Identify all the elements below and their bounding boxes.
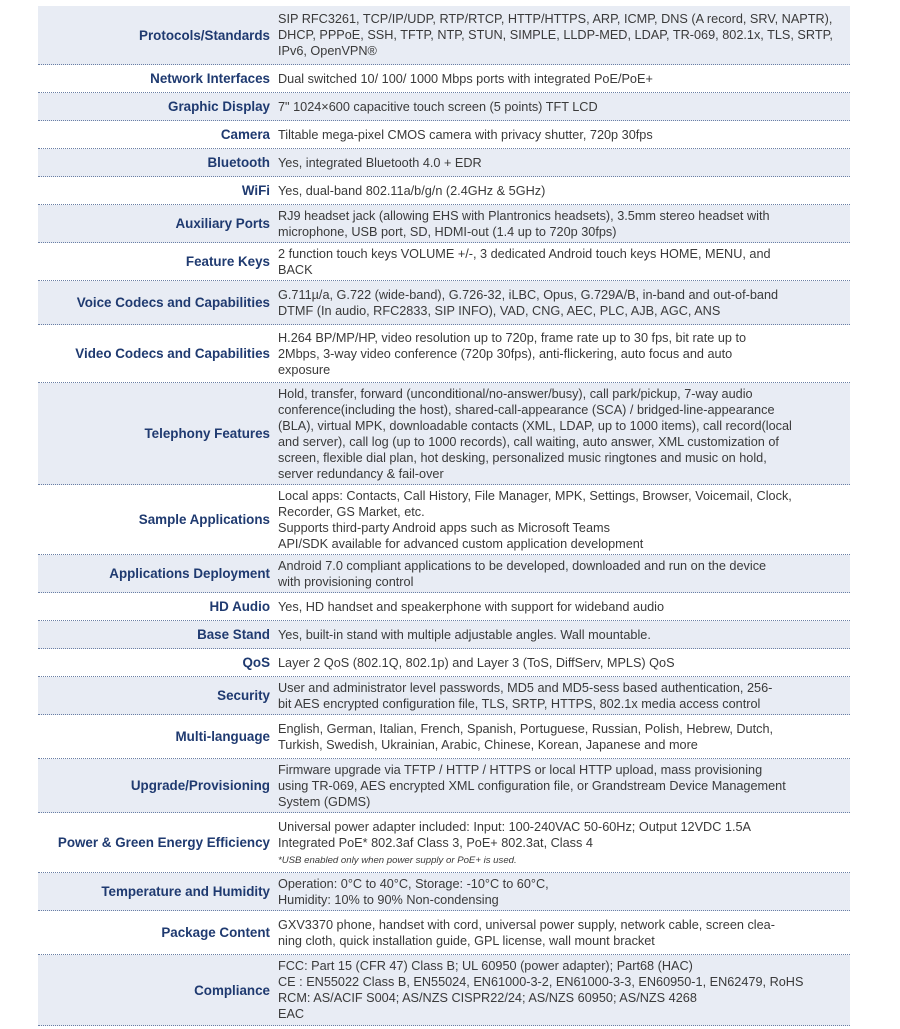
spec-value-line: Yes, dual-band 802.11a/b/g/n (2.4GHz & 5GHz) xyxy=(278,183,546,198)
spec-value-line: microphone, USB port, SD, HDMI-out (1.4 up to 720p 30fps) xyxy=(278,224,617,239)
spec-value-line: server redundancy & fail-over xyxy=(278,466,444,481)
spec-row xyxy=(38,621,850,649)
spec-value-line: Layer 2 QoS (802.1Q, 802.1p) and Layer 3 (ToS, DiffServ, MPLS) QoS xyxy=(278,655,675,670)
spec-value-line: Local apps: Contacts, Call History, File Manager, MPK, Settings, Browser, Voicemail, Clock, xyxy=(278,488,792,503)
spec-value xyxy=(278,715,850,758)
spec-label: Voice Codecs and Capabilities xyxy=(76,295,270,310)
spec-label: Camera xyxy=(220,127,270,142)
spec-value-line: Hold, transfer, forward (unconditional/no-answer/busy), call park/pickup, 7-way audio xyxy=(278,386,753,401)
spec-value xyxy=(278,383,850,484)
spec-row xyxy=(38,813,850,873)
spec-value-line: API/SDK available for advanced custom application development xyxy=(278,536,644,551)
spec-row xyxy=(38,205,850,243)
spec-label: Network Interfaces xyxy=(150,71,270,86)
spec-value xyxy=(278,281,850,324)
spec-row xyxy=(38,555,850,593)
spec-row xyxy=(38,121,850,149)
spec-label: Security xyxy=(217,688,270,703)
spec-value-line: Integrated PoE* 802.3af Class 3, PoE+ 802.3at, Class 4 xyxy=(278,835,593,850)
spec-value xyxy=(278,621,850,648)
spec-value xyxy=(278,121,850,148)
spec-value-line: Supports third-party Android apps such as Microsoft Teams xyxy=(278,520,610,535)
spec-value-line: RJ9 headset jack (allowing EHS with Plantronics headsets), 3.5mm stereo headset with xyxy=(278,208,770,223)
spec-value-line: Android 7.0 compliant applications to be developed, downloaded and run on the device xyxy=(278,558,767,573)
spec-row xyxy=(38,911,850,955)
spec-footnote: *USB enabled only when power supply or PoE+ is used. xyxy=(278,854,517,866)
spec-value-line: Recorder, GS Market, etc. xyxy=(278,504,425,519)
spec-label: Video Codecs and Capabilities xyxy=(75,346,270,361)
spec-row xyxy=(38,281,850,325)
spec-label: Sample Applications xyxy=(138,512,270,527)
spec-row xyxy=(38,383,850,485)
spec-value xyxy=(278,177,850,204)
spec-value-line: Yes, integrated Bluetooth 4.0 + EDR xyxy=(278,155,482,170)
spec-value-line: with provisioning control xyxy=(278,574,414,589)
spec-value xyxy=(278,873,850,910)
spec-row xyxy=(38,677,850,715)
spec-row xyxy=(38,759,850,813)
spec-value-line: Tiltable mega-pixel CMOS camera with privacy shutter, 720p 30fps xyxy=(278,127,653,142)
spec-row xyxy=(38,6,850,65)
spec-value-line: Dual switched 10/ 100/ 1000 Mbps ports with integrated PoE/PoE+ xyxy=(278,71,653,86)
spec-value-line: ning cloth, quick installation guide, GPL license, wall mount bracket xyxy=(278,933,655,948)
spec-value-line: GXV3370 phone, handset with cord, universal power supply, network cable, screen clea- xyxy=(278,917,775,932)
spec-row xyxy=(38,593,850,621)
spec-value xyxy=(278,65,850,92)
spec-value xyxy=(278,243,850,280)
spec-value-line: System (GDMS) xyxy=(278,794,371,809)
spec-row xyxy=(38,873,850,911)
spec-label: Upgrade/Provisioning xyxy=(130,778,270,793)
spec-label: Power & Green Energy Efficiency xyxy=(57,835,270,850)
spec-label: Bluetooth xyxy=(207,155,270,170)
spec-value-line: CE : EN55022 Class B, EN55024, EN61000-3-2, EN61000-3-3, EN60950-1, EN62479, RoHS xyxy=(278,975,804,989)
spec-value-line: Universal power adapter included: Input: 100-240VAC 50-60Hz; Output 12VDC 1.5A xyxy=(278,819,751,834)
spec-value-line: IPv6, OpenVPN® xyxy=(278,44,377,58)
spec-row xyxy=(38,715,850,759)
spec-row xyxy=(38,649,850,677)
spec-value-line: Turkish, Swedish, Ukrainian, Arabic, Chinese, Korean, Japanese and more xyxy=(278,737,698,752)
spec-value xyxy=(278,955,850,1025)
spec-label: Package Content xyxy=(161,925,270,940)
spec-value xyxy=(278,813,850,872)
spec-label: Multi-language xyxy=(175,729,270,744)
spec-value-line: Yes, built-in stand with multiple adjustable angles. Wall mountable. xyxy=(278,627,651,642)
spec-value-line: Yes, HD handset and speakerphone with support for wideband audio xyxy=(278,599,665,614)
spec-row xyxy=(38,65,850,93)
spec-value-line: 2Mbps, 3-way video conference (720p 30fps), anti-flickering, auto focus and auto xyxy=(278,346,733,361)
spec-row xyxy=(38,177,850,205)
spec-label: Graphic Display xyxy=(168,99,270,114)
spec-value-line: bit AES encrypted configuration file, TLS, SRTP, HTTPS, 802.1x media access control xyxy=(278,696,761,711)
spec-value-line: using TR-069, AES encrypted XML configuration file, or Grandstream Device Management xyxy=(278,778,786,793)
spec-value-line: 2 function touch keys VOLUME +/-, 3 dedicated Android touch keys HOME, MENU, and xyxy=(278,246,771,261)
spec-value xyxy=(278,485,850,554)
spec-row xyxy=(38,149,850,177)
spec-value-line: RCM: AS/ACIF S004; AS/NZS CISPR22/24; AS/NZS 60950; AS/NZS 4268 xyxy=(278,991,697,1005)
spec-label: Protocols/Standards xyxy=(139,27,270,43)
spec-value-line: DTMF (In audio, RFC2833, SIP INFO), VAD, CNG, AEC, PLC, AJB, AGC, ANS xyxy=(278,303,721,318)
spec-row xyxy=(38,93,850,121)
spec-value xyxy=(278,677,850,714)
spec-value-line: User and administrator level passwords, MD5 and MD5-sess based authentication, 256- xyxy=(278,680,773,695)
spec-value xyxy=(278,325,850,382)
spec-row xyxy=(38,243,850,281)
spec-value-line: Firmware upgrade via TFTP / HTTP / HTTPS or local HTTP upload, mass provisioning xyxy=(278,762,763,777)
spec-label: Telephony Features xyxy=(144,426,270,441)
spec-table xyxy=(38,6,850,1026)
spec-value xyxy=(278,205,850,242)
spec-value-line: SIP RFC3261, TCP/IP/UDP, RTP/RTCP, HTTP/HTTPS, ARP, ICMP, DNS (A record, SRV, NAPTR), xyxy=(278,12,833,26)
spec-value xyxy=(278,93,850,120)
spec-value-line: DHCP, PPPoE, SSH, TFTP, NTP, STUN, SIMPLE, LLDP-MED, LDAP, TR-069, 802.1x, TLS, SRTP, xyxy=(278,28,833,42)
spec-value-line: 7" 1024×600 capacitive touch screen (5 points) TFT LCD xyxy=(278,99,598,114)
spec-value xyxy=(278,759,850,812)
spec-value xyxy=(278,6,850,64)
spec-label: HD Audio xyxy=(209,599,270,614)
spec-value-line: (BLA), virtual MPK, downloadable contacts (XML, LDAP, up to 1000 items), call record(local xyxy=(278,418,792,433)
spec-value-line: FCC: Part 15 (CFR 47) Class B; UL 60950 (power adapter); Part68 (HAC) xyxy=(278,959,693,973)
spec-row xyxy=(38,955,850,1026)
spec-label: Applications Deployment xyxy=(109,566,270,581)
spec-value-line: and server), call log (up to 1000 records), call waiting, auto answer, XML customization of xyxy=(278,434,779,449)
spec-value-line: EAC xyxy=(278,1007,305,1021)
spec-value-line: screen, flexible dial plan, hot desking, personalized music ringtones and music on hold, xyxy=(278,450,767,465)
spec-label: QoS xyxy=(242,655,270,670)
spec-value-line: conference(including the host), shared-call-appearance (SCA) / bridged-line-appearance xyxy=(278,402,775,417)
spec-value xyxy=(278,593,850,620)
spec-value-line: exposure xyxy=(278,362,331,377)
spec-value xyxy=(278,649,850,676)
spec-value-line: Humidity: 10% to 90% Non-condensing xyxy=(278,892,499,907)
spec-value-line: Operation: 0°C to 40°C, Storage: -10°C to 60°C, xyxy=(278,876,549,891)
spec-value xyxy=(278,149,850,176)
spec-label: Feature Keys xyxy=(185,254,270,269)
spec-label: Temperature and Humidity xyxy=(101,884,270,899)
spec-value xyxy=(278,911,850,954)
spec-row xyxy=(38,485,850,555)
spec-label: Base Stand xyxy=(197,627,270,642)
spec-label: WiFi xyxy=(241,183,270,198)
spec-value-line: H.264 BP/MP/HP, video resolution up to 720p, frame rate up to 30 fps, bit rate up to xyxy=(278,330,747,345)
spec-value-line: G.711µ/a, G.722 (wide-band), G.726-32, iLBC, Opus, G.729A/B, in-band and out-of-band xyxy=(278,287,779,302)
spec-value-line: English, German, Italian, French, Spanish, Portuguese, Russian, Polish, Hebrew, Dutch, xyxy=(278,721,774,736)
spec-label: Compliance xyxy=(194,982,270,998)
spec-row xyxy=(38,325,850,383)
spec-label: Auxiliary Ports xyxy=(175,216,270,231)
spec-value xyxy=(278,555,850,592)
spec-value-line: BACK xyxy=(278,262,313,277)
